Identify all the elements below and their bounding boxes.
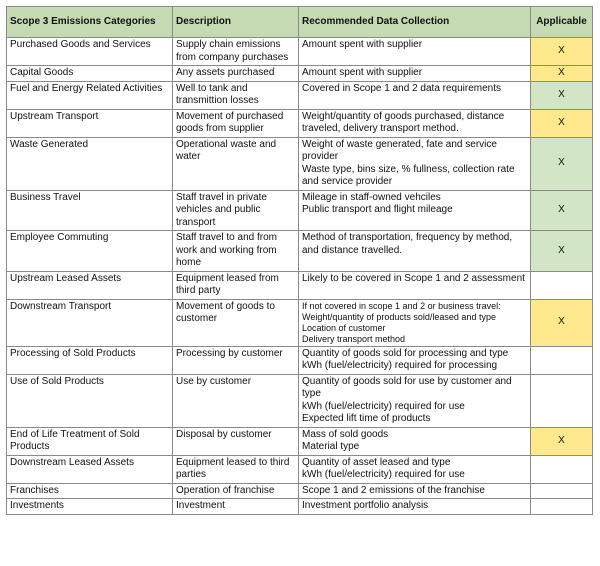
header-category: Scope 3 Emissions Categories (7, 7, 173, 38)
description-cell: Staff travel to and from work and working from home (173, 231, 299, 272)
data-collection-cell (299, 427, 531, 455)
applicable-cell: X (531, 66, 593, 82)
data-collection-cell (299, 346, 531, 374)
table-row (7, 455, 593, 483)
applicable-cell (531, 374, 593, 427)
table-row (7, 483, 593, 499)
description-cell: Well to tank and transmittion losses (173, 81, 299, 109)
applicable-cell: X (531, 190, 593, 231)
description-cell: Use by customer (173, 374, 299, 427)
category-cell: Upstream Transport (7, 109, 173, 137)
scope3-table-wrapper (6, 6, 593, 515)
header-row (7, 7, 593, 38)
category-cell: Investments (7, 499, 173, 515)
data-collection-cell (299, 38, 531, 66)
applicable-cell (531, 455, 593, 483)
category-cell: Purchased Goods and Services (7, 38, 173, 66)
data-collection-line: kWh (fuel/electricity) required for processing (302, 360, 498, 371)
data-collection-cell (299, 109, 531, 137)
description-cell: Operational waste and water (173, 137, 299, 190)
data-collection-line: Amount spent with supplier (302, 67, 423, 78)
description-cell: Movement of goods to customer (173, 299, 299, 346)
data-collection-line: Delivery transport method (302, 333, 406, 344)
data-collection-line: Weight/quantity of products sold/leased and type (302, 311, 496, 322)
description-cell: Equipment leased from third party (173, 271, 299, 299)
description-cell: Investment (173, 499, 299, 515)
category-cell: Use of Sold Products (7, 374, 173, 427)
applicable-cell: X (531, 231, 593, 272)
description-cell: Processing by customer (173, 346, 299, 374)
applicable-cell: X (531, 137, 593, 190)
category-cell: Franchises (7, 483, 173, 499)
table-row (7, 346, 593, 374)
table-body (7, 38, 593, 515)
data-collection-cell (299, 81, 531, 109)
data-collection-cell (299, 455, 531, 483)
data-collection-line: Scope 1 and 2 emissions of the franchise (302, 484, 485, 496)
data-collection-line: Location of customer (302, 322, 386, 333)
data-collection-line: Waste type, bins size, % fullness, collection rate and service provider (302, 163, 515, 187)
data-collection-cell (299, 271, 531, 299)
table-row (7, 499, 593, 515)
applicable-cell (531, 499, 593, 515)
data-collection-cell (299, 190, 531, 231)
description-cell: Supply chain emissions from company purchases (173, 38, 299, 66)
table-header (7, 7, 593, 38)
data-collection-line: Quantity of goods sold for use by customer and type (302, 375, 512, 399)
table-row (7, 231, 593, 272)
table-row (7, 137, 593, 190)
description-cell: Any assets purchased (173, 66, 299, 82)
category-cell: Upstream Leased Assets (7, 271, 173, 299)
category-cell: End of Life Treatment of Sold Products (7, 427, 173, 455)
applicable-cell (531, 271, 593, 299)
data-collection-line: If not covered in scope 1 and 2 or business travel: (302, 300, 501, 311)
data-collection-line: kWh (fuel/electricity) required for use (302, 400, 465, 412)
description-cell: Movement of purchased goods from supplier (173, 109, 299, 137)
data-collection-cell (299, 231, 531, 272)
category-cell: Fuel and Energy Related Activities (7, 81, 173, 109)
data-collection-cell (299, 483, 531, 499)
category-cell: Downstream Leased Assets (7, 455, 173, 483)
applicable-cell: X (531, 427, 593, 455)
data-collection-cell (299, 66, 531, 82)
data-collection-cell (299, 137, 531, 190)
applicable-cell (531, 346, 593, 374)
table-row (7, 299, 593, 346)
applicable-cell: X (531, 299, 593, 346)
table-row (7, 109, 593, 137)
category-cell: Business Travel (7, 190, 173, 231)
table-row (7, 81, 593, 109)
data-collection-line: Quantity of goods sold for processing and type (302, 347, 509, 359)
data-collection-line: Material type (302, 441, 360, 452)
applicable-cell: X (531, 81, 593, 109)
description-cell: Equipment leased to third parties (173, 455, 299, 483)
data-collection-line: kWh (fuel/electricity) required for use (302, 469, 465, 480)
data-collection-line: Amount spent with supplier (302, 39, 423, 50)
data-collection-line: Weight/quantity of goods purchased, distance traveled, delivery transport method. (302, 110, 505, 134)
table-row (7, 190, 593, 231)
header-data-collection: Recommended Data Collection (299, 7, 531, 38)
data-collection-cell (299, 374, 531, 427)
data-collection-line: Likely to be covered in Scope 1 and 2 assessment (302, 272, 525, 284)
category-cell: Processing of Sold Products (7, 346, 173, 374)
applicable-cell: X (531, 38, 593, 66)
data-collection-line: Weight of waste generated, fate and service provider (302, 138, 497, 162)
data-collection-line: Mileage in staff-owned vehciles (302, 191, 441, 203)
category-cell: Downstream Transport (7, 299, 173, 346)
category-cell: Capital Goods (7, 66, 173, 82)
description-cell: Disposal by customer (173, 427, 299, 455)
applicable-cell: X (531, 109, 593, 137)
table-row (7, 38, 593, 66)
data-collection-cell (299, 299, 531, 346)
category-cell: Employee Commuting (7, 231, 173, 272)
data-collection-line: Method of transportation, frequency by method, and distance travelled. (302, 232, 513, 256)
table-row (7, 427, 593, 455)
description-cell: Operation of franchise (173, 483, 299, 499)
category-cell: Waste Generated (7, 137, 173, 190)
data-collection-line: Mass of sold goods (302, 428, 389, 440)
header-description: Description (173, 7, 299, 38)
table-row (7, 66, 593, 82)
data-collection-line: Expected lift time of products (302, 413, 431, 424)
data-collection-line: Investment portfolio analysis (302, 500, 429, 511)
data-collection-line: Public transport and flight mileage (302, 204, 453, 215)
header-applicable: Applicable (531, 7, 593, 38)
applicable-cell (531, 483, 593, 499)
table-row (7, 374, 593, 427)
data-collection-line: Quantity of asset leased and type (302, 456, 451, 468)
data-collection-cell (299, 499, 531, 515)
scope3-emissions-table (6, 6, 593, 515)
table-row (7, 271, 593, 299)
description-cell: Staff travel in private vehicles and public transport (173, 190, 299, 231)
data-collection-line: Covered in Scope 1 and 2 data requirements (302, 82, 502, 94)
